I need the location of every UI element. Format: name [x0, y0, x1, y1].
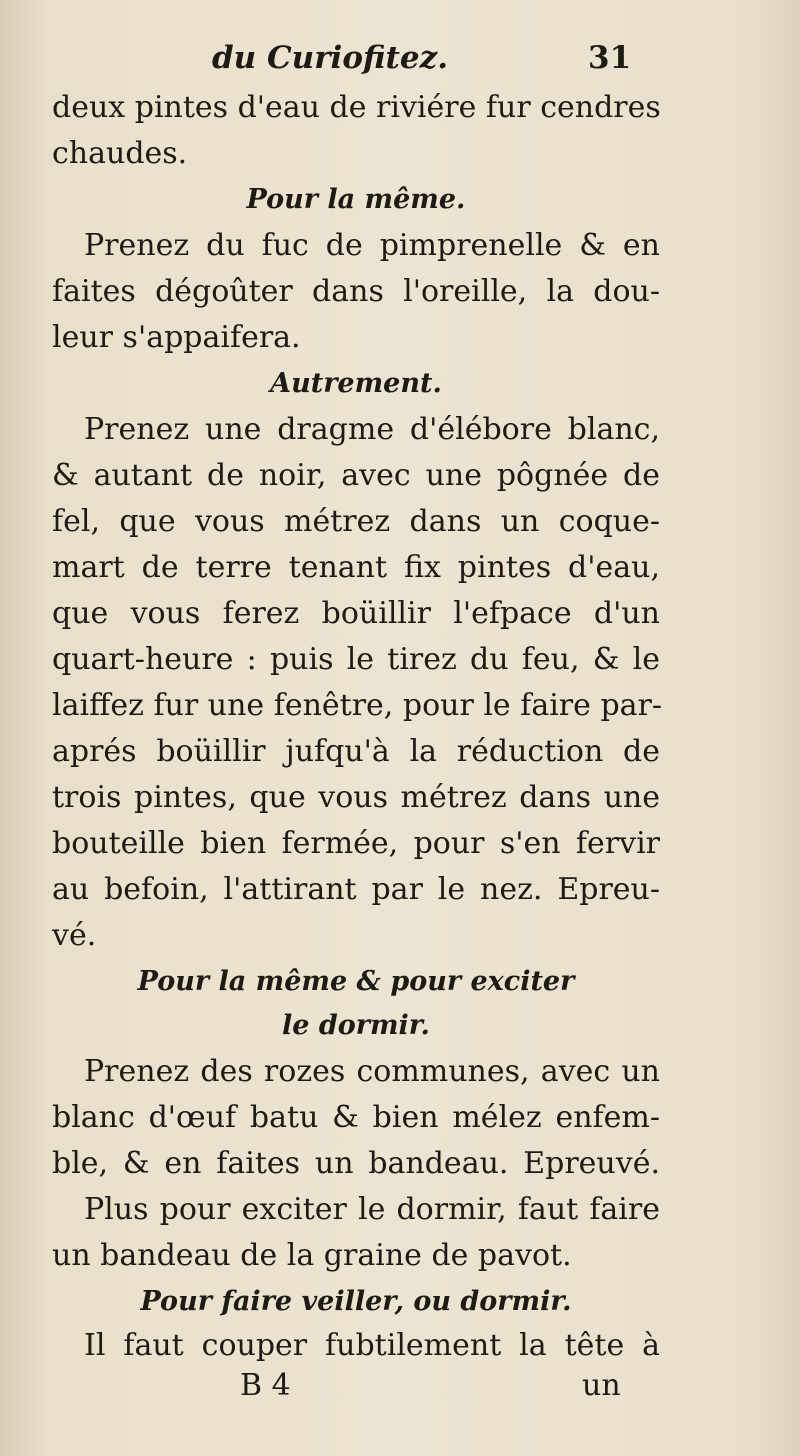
- text-line-3: Prenez du fuc de pimprenelle & en: [84, 228, 660, 263]
- section-heading-le-dormir: le dormir.: [282, 1010, 430, 1041]
- text-line-6: Prenez une dragme d'élébore blanc,: [84, 412, 660, 447]
- text-line-11: quart-heure : puis le tirez du feu, & le: [52, 642, 660, 677]
- page-number: 31: [588, 40, 632, 76]
- text-line-12: laiffez fur une fenêtre, pour le faire par-: [52, 688, 663, 723]
- text-line-18: Prenez des rozes communes, avec un: [84, 1054, 660, 1089]
- text-line-8: fel, que vous métrez dans un coque-: [52, 504, 660, 539]
- text-line-5: leur s'appaifera.: [52, 320, 301, 355]
- signature-mark: B 4: [240, 1368, 291, 1403]
- text-line-13: aprés boüillir jufqu'à la réduction de: [52, 734, 660, 769]
- text-line-17: vé.: [52, 918, 97, 953]
- text-line-4: faites dégoûter dans l'oreille, la dou-: [52, 274, 660, 309]
- text-line-22: un bandeau de la graine de pavot.: [52, 1238, 572, 1273]
- text-line-19: blanc d'œuf batu & bien mélez enfem-: [52, 1100, 660, 1135]
- catchword: un: [582, 1368, 621, 1403]
- text-line-20: ble, & en faites un bandeau. Epreuvé.: [52, 1146, 660, 1181]
- text-line-16: au befoin, l'attirant par le nez. Epreu-: [52, 872, 660, 907]
- section-heading-pour-exciter: Pour la même & pour exciter: [137, 966, 575, 997]
- text-line-21: Plus pour exciter le dormir, faut faire: [84, 1192, 660, 1227]
- text-line-9: mart de terre tenant fix pintes d'eau,: [52, 550, 660, 585]
- text-line-15: bouteille bien fermée, pour s'en fervir: [52, 826, 660, 861]
- text-line-10: que vous ferez boüillir l'efpace d'un: [52, 596, 660, 631]
- text-line-23: Il faut couper fubtilement la tête à: [84, 1328, 660, 1363]
- text-line-1: deux pintes d'eau de riviére fur cendres: [52, 90, 661, 125]
- text-line-7: & autant de noir, avec une pôgnée de: [52, 458, 660, 493]
- running-title: du Curiofitez.: [212, 40, 448, 76]
- section-heading-veiller: Pour faire veiller, ou dormir.: [140, 1286, 572, 1317]
- section-heading-pour-la-meme: Pour la même.: [246, 184, 466, 215]
- text-line-2: chaudes.: [52, 136, 188, 171]
- section-heading-autrement: Autrement.: [270, 368, 442, 399]
- text-line-14: trois pintes, que vous métrez dans une: [52, 780, 660, 815]
